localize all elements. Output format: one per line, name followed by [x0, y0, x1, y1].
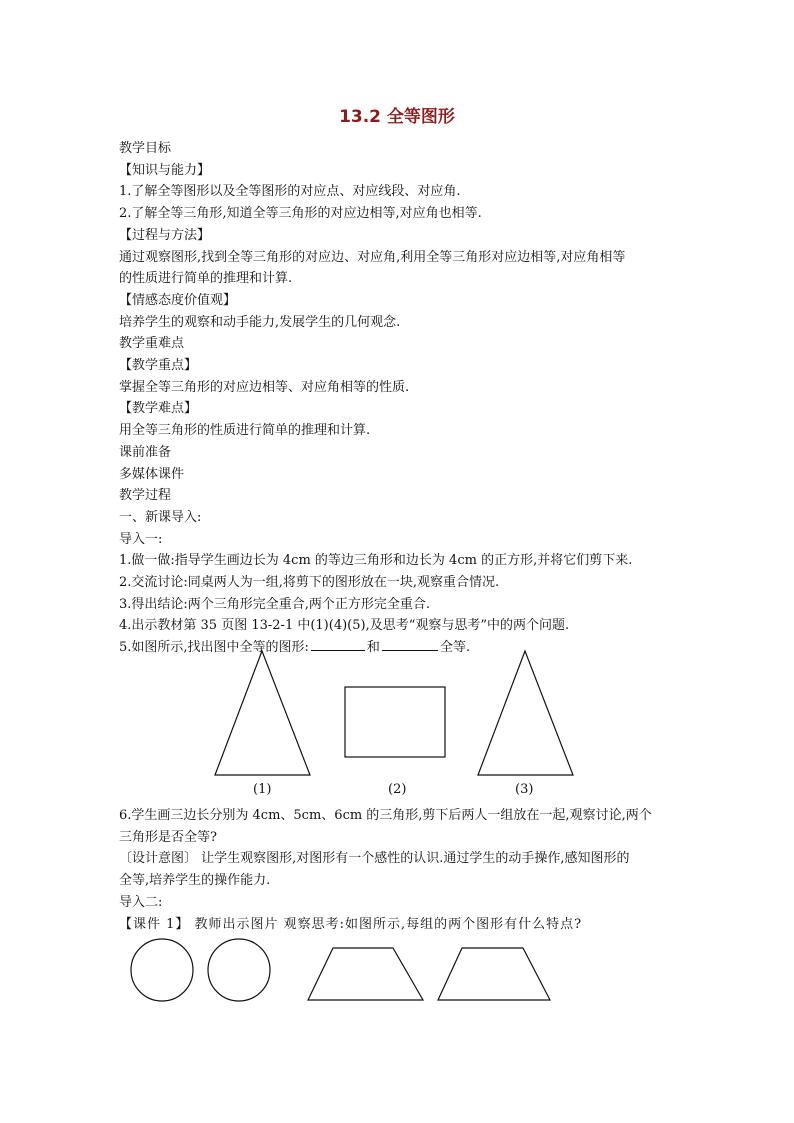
text-line: 4.出示教材第 35 页图 13-2-1 中(1)(4)(5),及思考“观察与思考”中的两个问题. [119, 618, 570, 634]
text-line: 用全等三角形的性质进行简单的推理和计算. [119, 423, 371, 439]
text-line: 培养学生的观察和动手能力,发展学生的几何观念. [119, 314, 401, 330]
figure-label-3: (3) [515, 782, 534, 797]
lesson-body [119, 138, 679, 659]
text-line: 导入一: [119, 531, 163, 547]
text-line: 【教学重点】 [119, 358, 198, 374]
text-line: 全等,培养学生的操作能力. [119, 873, 271, 889]
text-line: 教学过程 [119, 488, 172, 504]
text-line: 三角形是否全等? [119, 829, 217, 845]
text-line: 掌握全等三角形的对应边相等、对应角相等的性质. [119, 379, 410, 395]
figure-label-1: (1) [253, 782, 272, 797]
circle-2 [208, 939, 270, 1001]
circle-1 [131, 939, 193, 1001]
question-5-suffix: 全等. [439, 640, 471, 656]
text-line: 多媒体课件 [119, 466, 185, 482]
text-line: 1.做一做:指导学生画边长为 4cm 的等边三角形和边长为 4cm 的正方形,并将它们剪下来. [119, 553, 633, 569]
trapezoid-1 [308, 948, 423, 1000]
trapezoid-2 [438, 948, 550, 1000]
figure-shapes-1 [200, 645, 600, 805]
text-line: 一、新课导入: [119, 509, 202, 525]
text-line: 教学重难点 [119, 336, 185, 352]
text-line: 2.了解全等三角形,知道全等三角形的对应边相等,对应角也相等. [119, 206, 482, 222]
figure-label-2: (2) [388, 782, 407, 797]
text-line: 【课件 1】 教师出示图片 观察思考:如图所示,每组的两个图形有什么特点? [119, 916, 583, 932]
lesson-body-continued [119, 805, 679, 935]
text-line: 课前准备 [119, 444, 172, 460]
text-line: 【知识与能力】 [119, 162, 211, 178]
text-line: 3.得出结论:两个三角形完全重合,两个正方形完全重合. [119, 596, 431, 612]
figure-shapes-2 [125, 935, 565, 1007]
text-line: 6.学生画三边长分别为 4cm、5cm、6cm 的三角形,剪下后两人一组放在一起,观察讨论,两个 [119, 808, 652, 823]
text-line: 教学目标 [119, 141, 172, 156]
text-line: 2.交流讨论:同桌两人为一组,将剪下的图形放在一块,观察重合情况. [119, 575, 500, 591]
text-line: 的性质进行简单的推理和计算. [119, 271, 293, 287]
text-line: 【情感态度价值观】 [119, 292, 237, 308]
triangle-1 [215, 651, 310, 775]
text-line: 【教学难点】 [119, 401, 198, 417]
text-line: 通过观察图形,找到全等三角形的对应边、对应角,利用全等三角形对应边相等,对应角相等 [119, 249, 626, 265]
question-5-prefix: 5.如图所示,找出图中全等的图形: [119, 640, 309, 656]
text-line: 〔设计意图〕 让学生观察图形,对图形有一个感性的认识.通过学生的动手操作,感知图形的 [119, 851, 630, 867]
triangle-3 [478, 651, 573, 775]
rectangle-2 [345, 687, 445, 757]
text-line: 1.了解全等图形以及全等图形的对应点、对应线段、对应角. [119, 184, 461, 200]
question-5-mid: 和 [366, 640, 380, 656]
page-title: 13.2 全等图形 [339, 107, 455, 127]
text-line: 【过程与方法】 [119, 227, 211, 243]
text-line: 导入二: [119, 894, 163, 910]
